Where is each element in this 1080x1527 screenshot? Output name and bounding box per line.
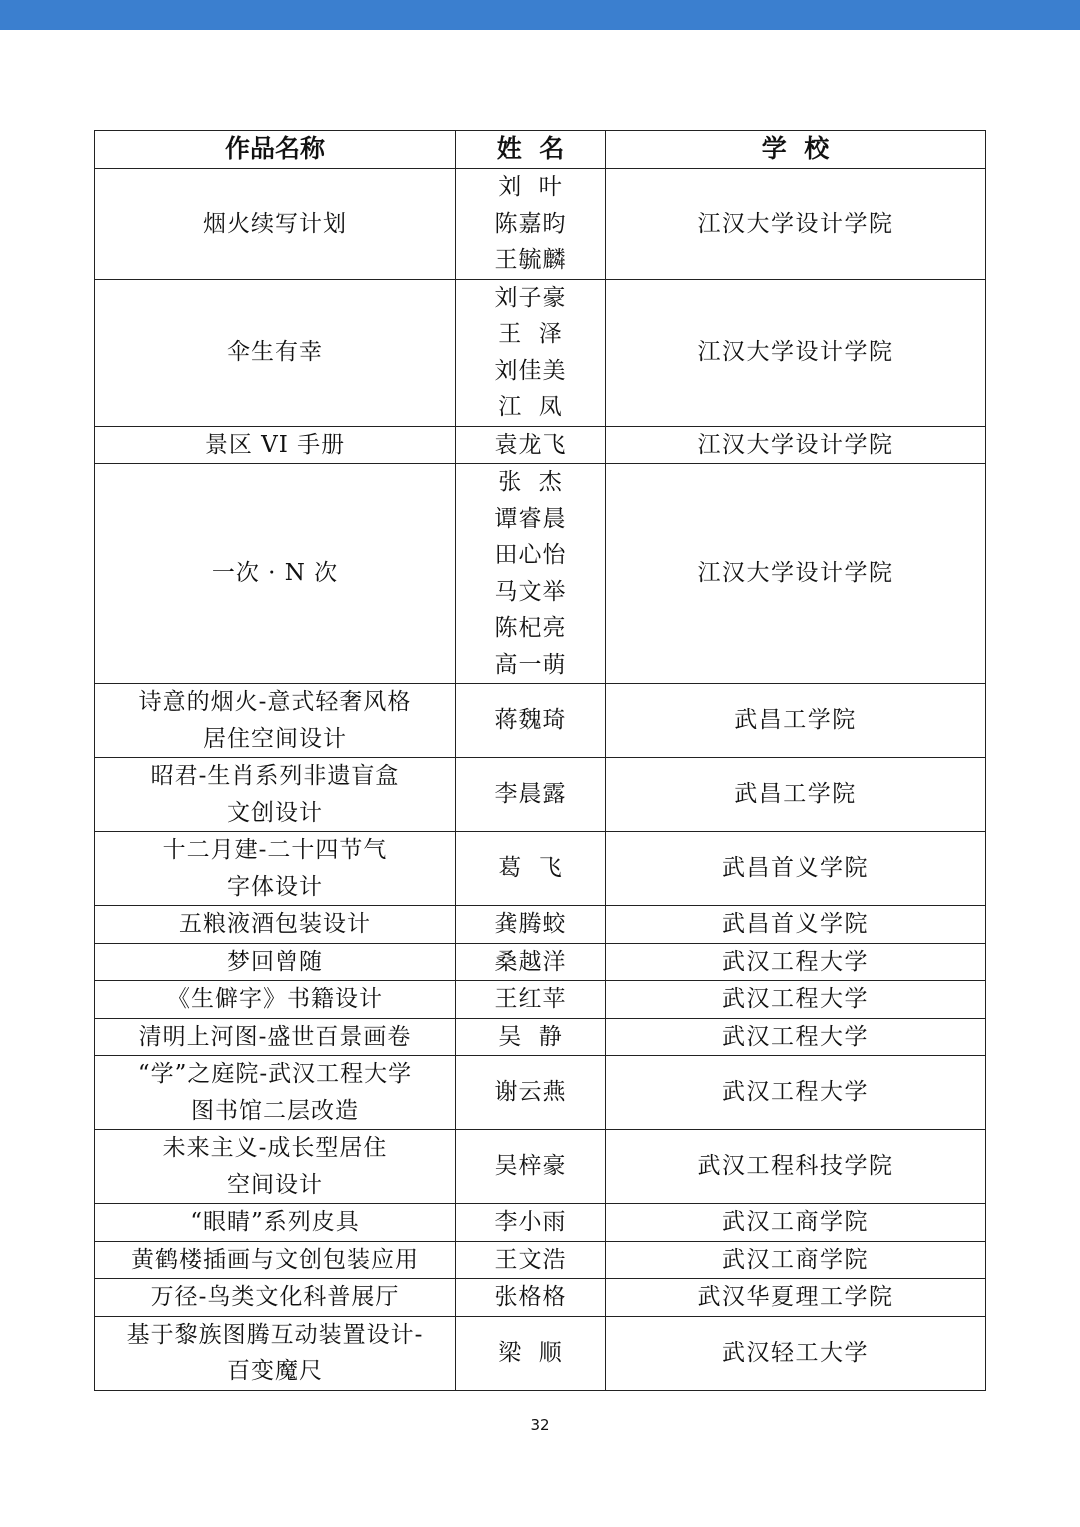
- author-name: 陈杞亮: [494, 615, 567, 641]
- author-name: 谭睿晨: [494, 505, 567, 532]
- author-name: 李晨露: [494, 781, 567, 808]
- school-name: 江汉大学设计学院: [606, 279, 986, 426]
- school-name: 武汉工程大学: [606, 943, 986, 981]
- author-name: 刘佳美: [494, 357, 567, 384]
- school-name: 武汉工商学院: [606, 1241, 986, 1279]
- author-name: 吴梓豪: [494, 1153, 567, 1180]
- author-name: 吴 静: [498, 1023, 563, 1050]
- table-row: [95, 426, 986, 464]
- table-row: [95, 943, 986, 981]
- author-names: [456, 943, 606, 981]
- author-name: 葛 飞: [498, 855, 563, 882]
- author-name: 刘 叶: [498, 174, 563, 200]
- author-names: [456, 981, 606, 1019]
- author-names: [456, 906, 606, 944]
- table-row: [95, 1056, 986, 1130]
- work-title: 一次 · N 次: [95, 464, 456, 684]
- header-title: 作品名称: [95, 131, 456, 169]
- table-row: [95, 1018, 986, 1056]
- author-names: [456, 1056, 606, 1130]
- work-title: 昭君-生肖系列非遗盲盒 文创设计: [95, 758, 456, 832]
- work-title: 伞生有幸: [95, 279, 456, 426]
- table-row: [95, 1241, 986, 1279]
- school-name: 武汉工程科技学院: [606, 1130, 986, 1204]
- table-row: [95, 981, 986, 1019]
- table-row: [95, 279, 986, 426]
- table-row: [95, 1279, 986, 1317]
- school-name: 江汉大学设计学院: [606, 169, 986, 280]
- author-name: 王红苹: [494, 986, 567, 1012]
- school-name: 武汉工程大学: [606, 1056, 986, 1130]
- award-table: [94, 130, 986, 1391]
- table-header-row: [95, 131, 986, 169]
- table-row: [95, 832, 986, 906]
- school-name: 江汉大学设计学院: [606, 426, 986, 464]
- author-names: [456, 1316, 606, 1390]
- table-row: [95, 684, 986, 758]
- author-name: 龚腾蛟: [494, 911, 567, 937]
- table-body: [95, 169, 986, 1391]
- work-title: 烟火续写计划: [95, 169, 456, 280]
- author-names: [456, 1279, 606, 1317]
- work-title: 基于黎族图腾互动装置设计- 百变魔尺: [95, 1316, 456, 1390]
- author-names: [456, 426, 606, 464]
- author-name: 袁龙飞: [494, 431, 567, 458]
- author-names: [456, 684, 606, 758]
- author-name: 蒋魏琦: [494, 707, 567, 734]
- author-name: 江 凤: [498, 394, 563, 420]
- author-names: [456, 1241, 606, 1279]
- work-title: 黄鹤楼插画与文创包装应用: [95, 1241, 456, 1279]
- table-row: [95, 1130, 986, 1204]
- author-names: [456, 1204, 606, 1242]
- school-name: 武昌首义学院: [606, 906, 986, 944]
- school-name: 武昌工学院: [606, 684, 986, 758]
- work-title: 《生僻字》书籍设计: [95, 981, 456, 1019]
- work-title: “学”之庭院-武汉工程大学 图书馆二层改造: [95, 1056, 456, 1130]
- work-title: 清明上河图-盛世百景画卷: [95, 1018, 456, 1056]
- author-name: 梁 顺: [498, 1339, 563, 1366]
- school-name: 武汉工商学院: [606, 1204, 986, 1242]
- work-title: 景区 VI 手册: [95, 426, 456, 464]
- author-name: 高一萌: [494, 651, 567, 678]
- work-title: 五粮液酒包装设计: [95, 906, 456, 944]
- author-names: [456, 758, 606, 832]
- school-name: 武昌工学院: [606, 758, 986, 832]
- header-school: 学 校: [606, 131, 986, 169]
- author-name: 桑越洋: [494, 948, 567, 975]
- work-title: 十二月建-二十四节气 字体设计: [95, 832, 456, 906]
- author-names: [456, 1018, 606, 1056]
- work-title: 未来主义-成长型居住 空间设计: [95, 1130, 456, 1204]
- work-title: 诗意的烟火-意式轻奢风格 居住空间设计: [95, 684, 456, 758]
- author-names: [456, 169, 606, 280]
- author-name: 马文举: [494, 578, 567, 605]
- author-names: [456, 832, 606, 906]
- author-name: 王毓麟: [494, 247, 567, 273]
- table-row: [95, 906, 986, 944]
- school-name: 江汉大学设计学院: [606, 464, 986, 684]
- table-row: [95, 1204, 986, 1242]
- table-row: [95, 1316, 986, 1390]
- author-name: 谢云燕: [494, 1079, 567, 1106]
- author-name: 张格格: [494, 1284, 567, 1310]
- work-title: 万径-鸟类文化科普展厅: [95, 1279, 456, 1317]
- header-name: 姓 名: [456, 131, 606, 169]
- author-name: 张 杰: [498, 469, 563, 495]
- author-name: 陈嘉昀: [494, 210, 567, 237]
- school-name: 武汉华夏理工学院: [606, 1279, 986, 1317]
- school-name: 武汉工程大学: [606, 1018, 986, 1056]
- top-color-bar: [0, 0, 1080, 30]
- author-name: 王文浩: [494, 1246, 567, 1273]
- author-name: 田心怡: [494, 542, 567, 568]
- table-row: [95, 169, 986, 280]
- work-title: “眼睛”系列皮具: [95, 1204, 456, 1242]
- work-title: 梦回曾随: [95, 943, 456, 981]
- table-row: [95, 464, 986, 684]
- table-row: [95, 758, 986, 832]
- school-name: 武昌首义学院: [606, 832, 986, 906]
- author-name: 刘子豪: [494, 284, 567, 311]
- author-name: 王 泽: [498, 321, 563, 347]
- school-name: 武汉轻工大学: [606, 1316, 986, 1390]
- page-number: 32: [530, 1416, 550, 1434]
- author-name: 李小雨: [494, 1209, 567, 1235]
- school-name: 武汉工程大学: [606, 981, 986, 1019]
- author-names: [456, 464, 606, 684]
- author-names: [456, 1130, 606, 1204]
- author-names: [456, 279, 606, 426]
